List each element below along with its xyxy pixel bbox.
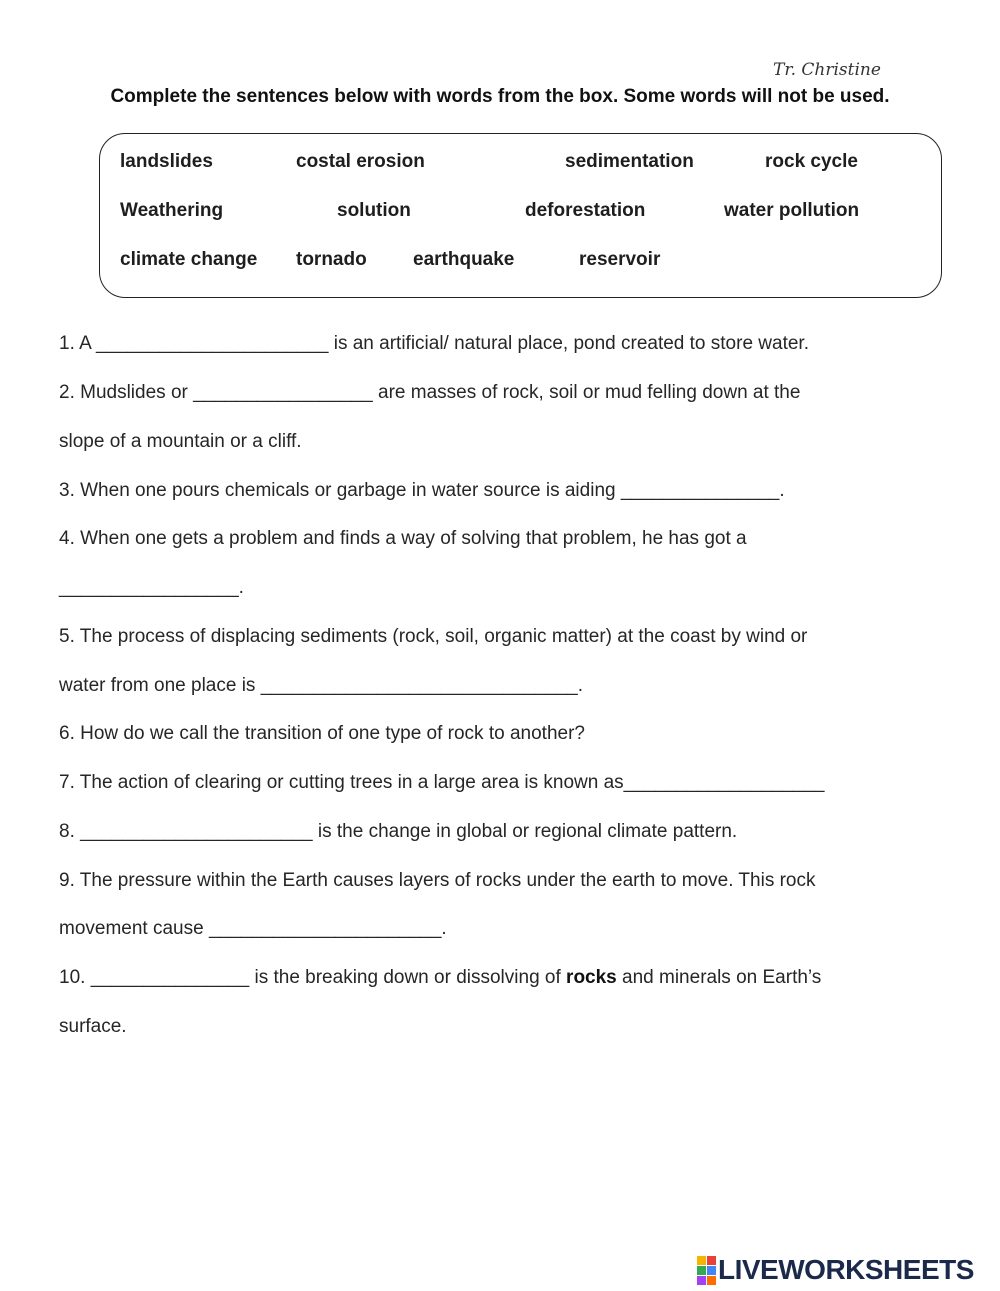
word-landslides: landslides [120,151,213,172]
logo-block [697,1256,706,1265]
word-water-pollution: water pollution [724,200,860,221]
question-4-continued: _________________. [59,577,244,598]
word-box [99,133,942,298]
question-4: 4. When one gets a problem and finds a way of solving that problem, he has got a [59,528,747,549]
question-10-bold-word: rocks [566,967,617,988]
question-6: 6. How do we call the transition of one type of rock to another? [59,723,585,744]
question-2-continued: slope of a mountain or a cliff. [59,431,302,452]
question-3: 3. When one pours chemicals or garbage in water source is aiding _______________. [59,480,785,501]
word-weathering: Weathering [120,200,224,221]
word-earthquake: earthquake [413,249,515,270]
question-10-continued: surface. [59,1016,127,1037]
author-name: Tr. Christine [773,60,881,80]
word-deforestation: deforestation [525,200,646,221]
word-costal-erosion: costal erosion [296,151,425,172]
logo-text: LIVEWORKSHEETS [718,1254,974,1285]
logo-block [707,1256,716,1265]
logo-blocks-icon [697,1256,716,1285]
question-8: 8. ______________________ is the change in global or regional climate pattern. [59,821,738,842]
logo-block [707,1276,716,1285]
word-solution: solution [337,200,411,221]
logo-block [697,1266,706,1275]
question-5: 5. The process of displacing sediments (rock, soil, organic matter) at the coast by wind or [59,626,808,647]
question-9: 9. The pressure within the Earth causes layers of rocks under the earth to move. This rock [59,870,816,891]
question-7: 7. The action of clearing or cutting trees in a large area is known as___________________ [59,772,825,793]
question-9-continued: movement cause ______________________. [59,918,447,939]
logo-block [697,1276,706,1285]
logo-block [707,1266,716,1275]
word-climate-change: climate change [120,249,258,270]
word-tornado: tornado [296,249,367,270]
word-reservoir: reservoir [579,249,661,270]
instructions: Complete the sentences below with words from the box. Some words will not be used. [110,86,890,107]
question-2: 2. Mudslides or _________________ are masses of rock, soil or mud felling down at the [59,382,801,403]
question-1: 1. A ______________________ is an artificial/ natural place, pond created to store water. [59,333,809,354]
question-5-continued: water from one place is ______________________________. [59,675,583,696]
question-10-text-after: and minerals on Earth’s [616,967,822,988]
question-10 [59,967,821,989]
liveworksheets-logo [697,1253,974,1287]
word-rock-cycle: rock cycle [765,151,858,172]
question-10-text-before: 10. _______________ is the breaking down or dissolving of [59,967,567,988]
word-sedimentation: sedimentation [565,151,694,172]
